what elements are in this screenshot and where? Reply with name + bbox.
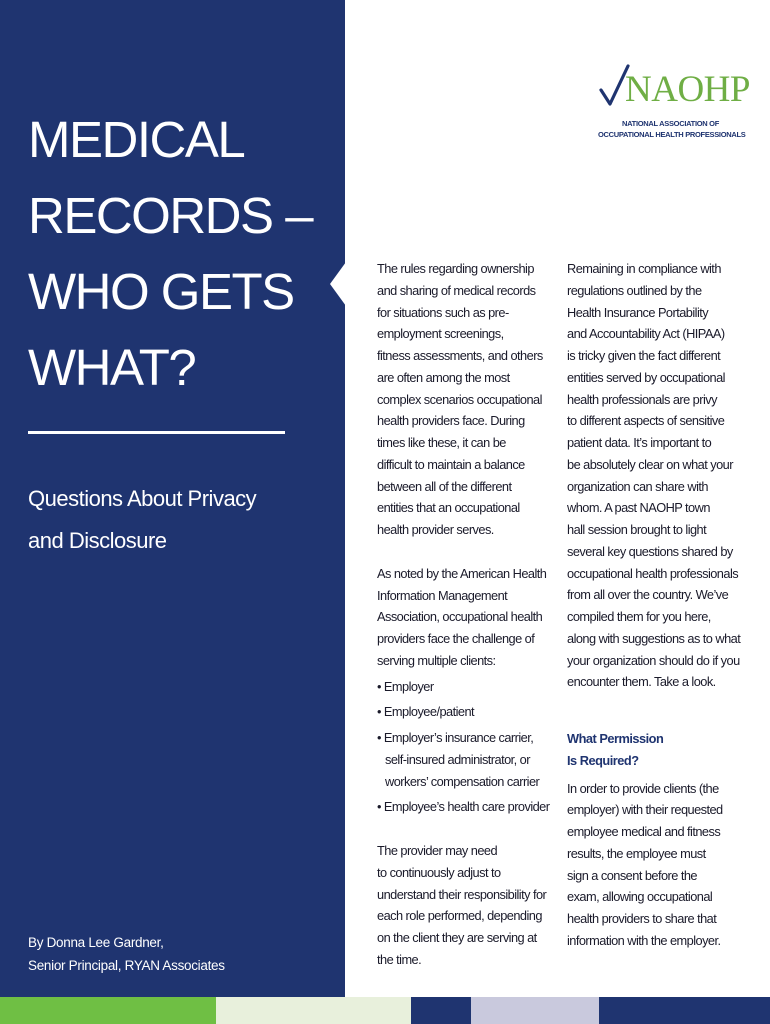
text-line: sign a consent before the [567,867,697,883]
text-line: the time. [377,951,422,967]
text-line: health providers to share that [567,911,717,926]
text-line: serving multiple clients: [377,652,496,668]
text-line: hall session brought to light [567,522,707,537]
text-line: complex scenarios occupational [377,391,542,407]
list-item: • Employer [377,678,434,694]
text-line: Remaining in compliance with [567,261,721,276]
text-line: is tricky given the fact different [567,348,721,363]
logo-sub-line: NATIONAL ASSOCIATION OF [622,119,719,128]
text-line: to different aspects of sensitive [567,413,725,429]
text-line: each role performed, depending [377,908,542,924]
text-line: employment screenings, [377,326,504,342]
text-line: times like these, it can be [377,435,506,450]
byline-line: By Donna Lee Gardner, [28,935,164,950]
page-title [28,102,312,406]
text-line: occupational health professionals [567,565,739,581]
list-item: • Employee’s health care provider [377,799,550,815]
paragraph [567,258,757,693]
list-item: • Employer’s insurance carrier, [377,730,534,745]
title-line: WHO GETS [28,263,294,320]
subtitle-line: and Disclosure [28,528,167,553]
text-line: employer) with their requested [567,802,723,818]
logo-sub-line: OCCUPATIONAL HEALTH PROFESSIONALS [598,130,746,139]
paragraph [567,778,757,952]
text-line: fitness assessments, and others [377,348,543,363]
text-line: between all of the different [377,478,512,494]
list-item-continuation: workers’ compensation carrier [385,773,540,789]
heading-line: Is Required? [567,752,639,768]
paragraph [377,563,557,672]
text-line: employee medical and fitness [567,824,721,839]
bar-segment [411,997,471,1024]
text-line: The provider may need [377,843,498,858]
text-line: Association, occupational health [377,609,543,625]
text-line: providers face the challenge of [377,631,535,646]
article-column-left [377,258,557,971]
text-line: and Accountability Act (HIPAA) [567,326,725,342]
text-line: Health Insurance Portability [567,304,709,320]
sidebar-panel [0,0,345,997]
paragraph-gap [377,541,557,563]
subtitle [28,478,256,562]
subtitle-line: Questions About Privacy [28,486,257,511]
title-line: MEDICAL [28,111,245,168]
title-line: RECORDS – [28,187,313,244]
text-line: are often among the most [377,369,510,385]
text-line: difficult to maintain a balance [377,456,525,472]
text-line: understand their responsibility for [377,886,547,902]
logo-subtitle [598,118,746,140]
text-line: from all over the country. We’ve [567,587,729,603]
text-line: Information Management [377,587,508,603]
byline-line: Senior Principal, RYAN Associates [28,958,225,973]
bar-segment [216,997,411,1024]
naohp-logo [598,62,750,142]
text-line: several key questions shared by [567,543,733,559]
paragraph [377,258,557,541]
paragraph [377,840,557,971]
text-line: regulations outlined by the [567,282,702,298]
text-line: health providers face. During [377,413,525,429]
text-line: entities that an occupational [377,500,520,516]
text-line: results, the employee must [567,845,706,861]
list-item: • Employee/patient [377,704,475,720]
sidebar-notch [330,262,346,306]
text-line: information with the employer. [567,932,721,948]
text-line: organization can share with [567,478,708,494]
text-line: for situations such as pre- [377,304,509,320]
heading-line: What Permission [567,731,664,746]
text-line: on the client they are serving at [377,930,537,945]
title-line: WHAT? [28,339,196,396]
bar-segment [599,997,770,1024]
text-line: exam, allowing occupational [567,889,713,905]
bullet-list [377,676,557,819]
footer-color-bar [0,997,770,1024]
text-line: your organization should do if you [567,652,740,668]
text-line: health provider serves. [377,522,494,537]
author-byline [28,931,225,977]
text-line: to continuously adjust to [377,864,501,880]
list-item-continuation: self-insured administrator, or [385,751,530,767]
paragraph-gap [567,693,757,728]
text-line: be absolutely clear on what your [567,456,733,472]
text-line: whom. A past NAOHP town [567,500,710,516]
bar-segment [0,997,216,1024]
paragraph-gap [377,818,557,840]
text-line: along with suggestions as to what [567,630,741,646]
text-line: entities served by occupational [567,369,725,385]
logo-wordmark: NAOHP [625,69,750,110]
text-line: In order to provide clients (the [567,780,719,796]
text-line: patient data. It’s important to [567,435,712,450]
section-heading [567,728,757,772]
article-column-right [567,258,757,952]
text-line: As noted by the American Health [377,565,547,581]
text-line: and sharing of medical records [377,282,536,298]
text-line: health professionals are privy [567,391,717,407]
title-divider [28,431,285,434]
text-line: compiled them for you here, [567,609,711,624]
text-line: The rules regarding ownership [377,261,534,276]
bar-segment [471,997,599,1024]
text-line: encounter them. Take a look. [567,674,716,690]
